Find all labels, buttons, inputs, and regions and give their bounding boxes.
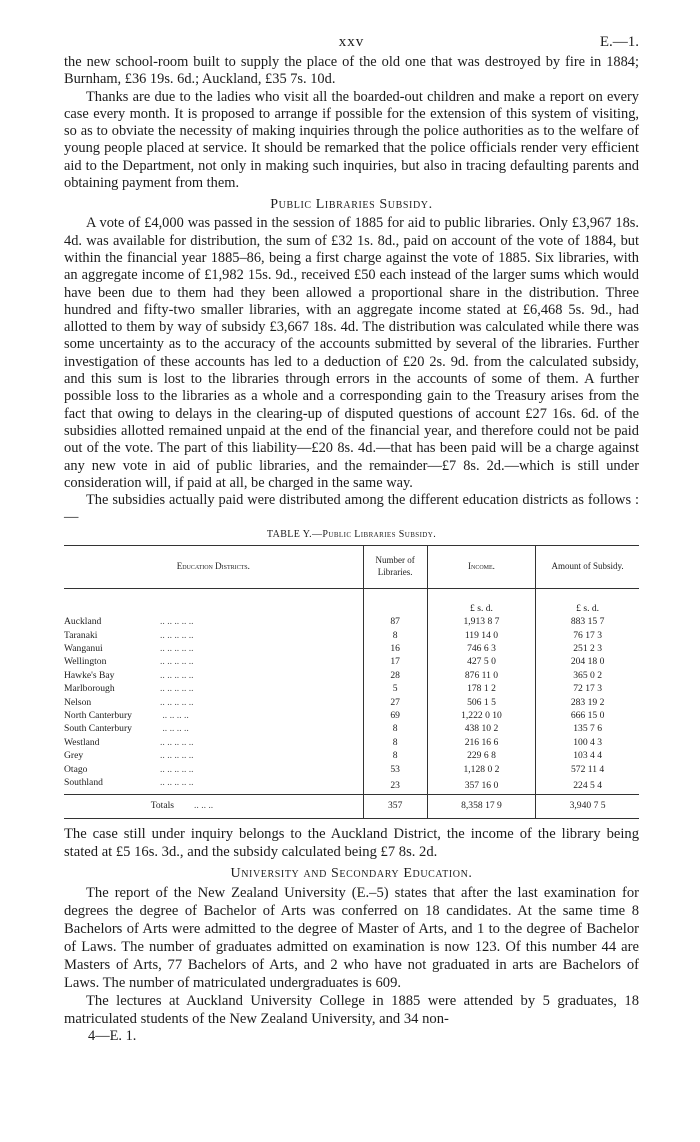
income-value: 427 5 0 <box>427 655 535 668</box>
total-income: 8,358 17 9 <box>427 795 535 818</box>
table-row: Wellington .. .. .. .. .. 17 427 5 0 204 18 0 <box>64 655 639 668</box>
table-row: North Canterbury .. .. .. .. 69 1,222 0 10 666 15 0 <box>64 709 639 722</box>
district-name: Marlborough <box>64 683 115 695</box>
table-row: Marlborough .. .. .. .. .. 5 178 1 2 72 17 3 <box>64 682 639 695</box>
header-subsidy: Amount of Subsidy. <box>536 545 639 588</box>
table-row: Auckland .. .. .. .. .. 87 1,913 8 7 883 15 7 <box>64 615 639 628</box>
document-page <box>64 34 639 1045</box>
income-value: 1,128 0 2 <box>427 763 535 776</box>
table-row: South Canterbury .. .. .. .. 8 438 10 2 135 7 6 <box>64 722 639 735</box>
district-name: Wanganui <box>64 642 103 654</box>
income-units: £ s. d. <box>427 588 535 615</box>
income-value: 178 1 2 <box>427 682 535 695</box>
paragraph-university-report: The report of the New Zealand University (E.–5) states that after the last examination for degrees the degree of Bachelor of Arts was conferred on 18 candidates. At the same time 8 Bachelors of Arts were admitted to the degree of Master of Arts, and 1 to the degree of Bachelor of Laws. The number of graduates admitted on examination is now 123. Of this number 44 are Masters of Arts, 77 Bachelors of Arts, and 2 who have not graduated in arts are Bachelors of Laws. The number of matriculated undergraduates is 609. <box>64 884 639 991</box>
library-count: 17 <box>363 655 427 668</box>
table-row: Southland .. .. .. .. .. 23 357 16 0 224 5 4 <box>64 776 639 795</box>
district-name: Nelson <box>64 696 92 708</box>
subsidy-units: £ s. d. <box>536 588 639 615</box>
subsidy-value: 283 19 2 <box>536 696 639 709</box>
library-count: 16 <box>363 642 427 655</box>
district-name: Hawke's Bay <box>64 669 115 681</box>
header-income: Income. <box>427 545 535 588</box>
section-heading-university: University and Secondary Education. <box>230 865 473 881</box>
subsidy-value: 666 15 0 <box>536 709 639 722</box>
paragraph-continued: the new school-room built to supply the place of the old one that was destroyed by fire in 1884; Burnham, £36 19s. 6d.; Auckland, £35 7s. 10d. <box>64 54 639 88</box>
table-row: Nelson .. .. .. .. .. 27 506 1 5 283 19 2 <box>64 696 639 709</box>
totals-label: Totals <box>150 800 174 812</box>
table-row: Westland .. .. .. .. .. 8 216 16 6 100 4 3 <box>64 736 639 749</box>
income-value: 119 14 0 <box>427 629 535 642</box>
total-libraries: 357 <box>363 795 427 818</box>
district-name: North Canterbury <box>64 709 132 721</box>
district-name: Auckland <box>64 616 102 628</box>
library-count: 8 <box>363 722 427 735</box>
subsidy-value: 251 2 3 <box>536 642 639 655</box>
table-row: Otago .. .. .. .. .. 53 1,128 0 2 572 11 4 <box>64 763 639 776</box>
district-name: Wellington <box>64 656 107 668</box>
income-value: 506 1 5 <box>427 696 535 709</box>
totals-row: Totals .. .. .. 357 8,358 17 9 3,940 7 5 <box>64 795 639 818</box>
header-districts: Education Districts. <box>64 545 363 588</box>
table-caption: TABLE Y.—Public Libraries Subsidy. <box>266 528 437 540</box>
subsidy-value: 100 4 3 <box>536 736 639 749</box>
table-row: Hawke's Bay .. .. .. .. .. 28 876 11 0 365 0 2 <box>64 669 639 682</box>
income-value: 229 6 8 <box>427 749 535 762</box>
paragraph-auckland-lectures: The lectures at Auckland University College in 1885 were attended by 5 graduates, 18 matriculated students of the New Zealand University, and 34 non- <box>64 992 639 1027</box>
document-reference: E.—1. <box>599 34 639 50</box>
paragraph-subsidies-intro: The subsidies actually paid were distributed among the different education districts as follows :— <box>64 492 639 526</box>
district-name: Southland <box>64 777 103 788</box>
income-value: 876 11 0 <box>427 669 535 682</box>
library-count: 28 <box>363 669 427 682</box>
income-value: 438 10 2 <box>427 722 535 735</box>
subsidy-value: 224 5 4 <box>536 776 639 795</box>
paragraph-boarded-out: Thanks are due to the ladies who visit all the boarded-out children and make a report on every case every month. It is proposed to arrange if possible for the extension of this system of visiting, so as to obviate the necessity of making inquiries through the police authorities as to the welfare of young people placed at service. It should be remarked that the police officials render very efficient aid to the Department, not only in making such inquiries, but also in tracing defaulting parents and obtaining payment from them. <box>64 88 639 192</box>
table-header-row <box>64 545 639 588</box>
income-value: 1,913 8 7 <box>427 615 535 628</box>
page-signature: 4—E. 1. <box>88 1027 137 1044</box>
table-row: Grey .. .. .. .. .. 8 229 6 8 103 4 4 <box>64 749 639 762</box>
library-subsidy-table <box>64 545 639 819</box>
paragraph-library-vote: A vote of £4,000 was passed in the session of 1885 for aid to public libraries. Only £3,967 18s. 4d. was available for distribution, the sum of £32 1s. 8d., paid on account of the vote of 1884, but within the financial year 1885–86, being a first charge against the vote of 1885. Six libraries, with an aggregate income of £1,982 15s. 9d., received £50 each instead of the larger sums which would have been due to them had they been allowed a proportional share in the distribution. Three hundred and fifty-two smaller libraries, with an aggregate income stated at £6,468 5s. 9d., had allotted to them by way of subsidy £3,667 18s. 4d. The distribution was calculated while there was some uncertainty as to the accuracy of the accounts submitted by several of the libraries. Further investigation of these accounts has led to a deduction of £20 2s. 9d. from the calculated subsidy, and this sum is lost to the libraries through errors in the accounts of some of them. A further possible loss to the libraries as a whole and a corresponding gain to the Treasury arises from the fact that owing to delays in the clearing-up of disputed questions of account £27 16s. 6d. of the subsidies allotted remained unpaid at the end of the financial year, and therefore could not be paid out of the vote. The part of this liability—£20 8s. 4d.—that has been paid will be a charge against any new vote in aid of public libraries, and the remainder—£7 8s. 2d.—which is still under consideration will, if paid at all, be charged in the same way. <box>64 215 639 491</box>
table-row: Taranaki .. .. .. .. .. 8 119 14 0 76 17 3 <box>64 629 639 642</box>
income-value: 1,222 0 10 <box>427 709 535 722</box>
district-name: South Canterbury <box>64 723 132 735</box>
subsidy-value: 76 17 3 <box>536 629 639 642</box>
library-count: 23 <box>363 776 427 795</box>
subsidy-value: 72 17 3 <box>536 682 639 695</box>
district-name: Taranaki <box>64 629 98 641</box>
page-number: xxv <box>338 34 365 50</box>
subsidy-value: 883 15 7 <box>536 615 639 628</box>
district-name: Westland <box>64 736 100 748</box>
income-value: 357 16 0 <box>427 776 535 795</box>
subsidy-value: 572 11 4 <box>536 763 639 776</box>
library-count: 53 <box>363 763 427 776</box>
subsidy-value: 204 18 0 <box>536 655 639 668</box>
library-count: 8 <box>363 629 427 642</box>
library-count: 5 <box>363 682 427 695</box>
library-count: 69 <box>363 709 427 722</box>
library-count: 8 <box>363 736 427 749</box>
paragraph-case-under-inquiry: The case still under inquiry belongs to the Auckland District, the income of the library being stated at £5 16s. 3d., and the subsidy calculated being £7 8s. 2d. <box>64 825 639 860</box>
library-count: 87 <box>363 615 427 628</box>
page-header <box>64 34 639 54</box>
income-value: 746 6 3 <box>427 642 535 655</box>
income-value: 216 16 6 <box>427 736 535 749</box>
units-row <box>64 588 639 615</box>
subsidy-value: 135 7 6 <box>536 722 639 735</box>
total-subsidy: 3,940 7 5 <box>536 795 639 818</box>
library-count: 27 <box>363 696 427 709</box>
district-name: Grey <box>64 750 84 762</box>
district-name: Otago <box>64 763 88 775</box>
section-heading-libraries: Public Libraries Subsidy. <box>270 197 433 213</box>
subsidy-value: 365 0 2 <box>536 669 639 682</box>
table-row: Wanganui .. .. .. .. .. 16 746 6 3 251 2 3 <box>64 642 639 655</box>
subsidy-value: 103 4 4 <box>536 749 639 762</box>
library-count: 8 <box>363 749 427 762</box>
header-libraries: Number of Libraries. <box>363 545 427 588</box>
